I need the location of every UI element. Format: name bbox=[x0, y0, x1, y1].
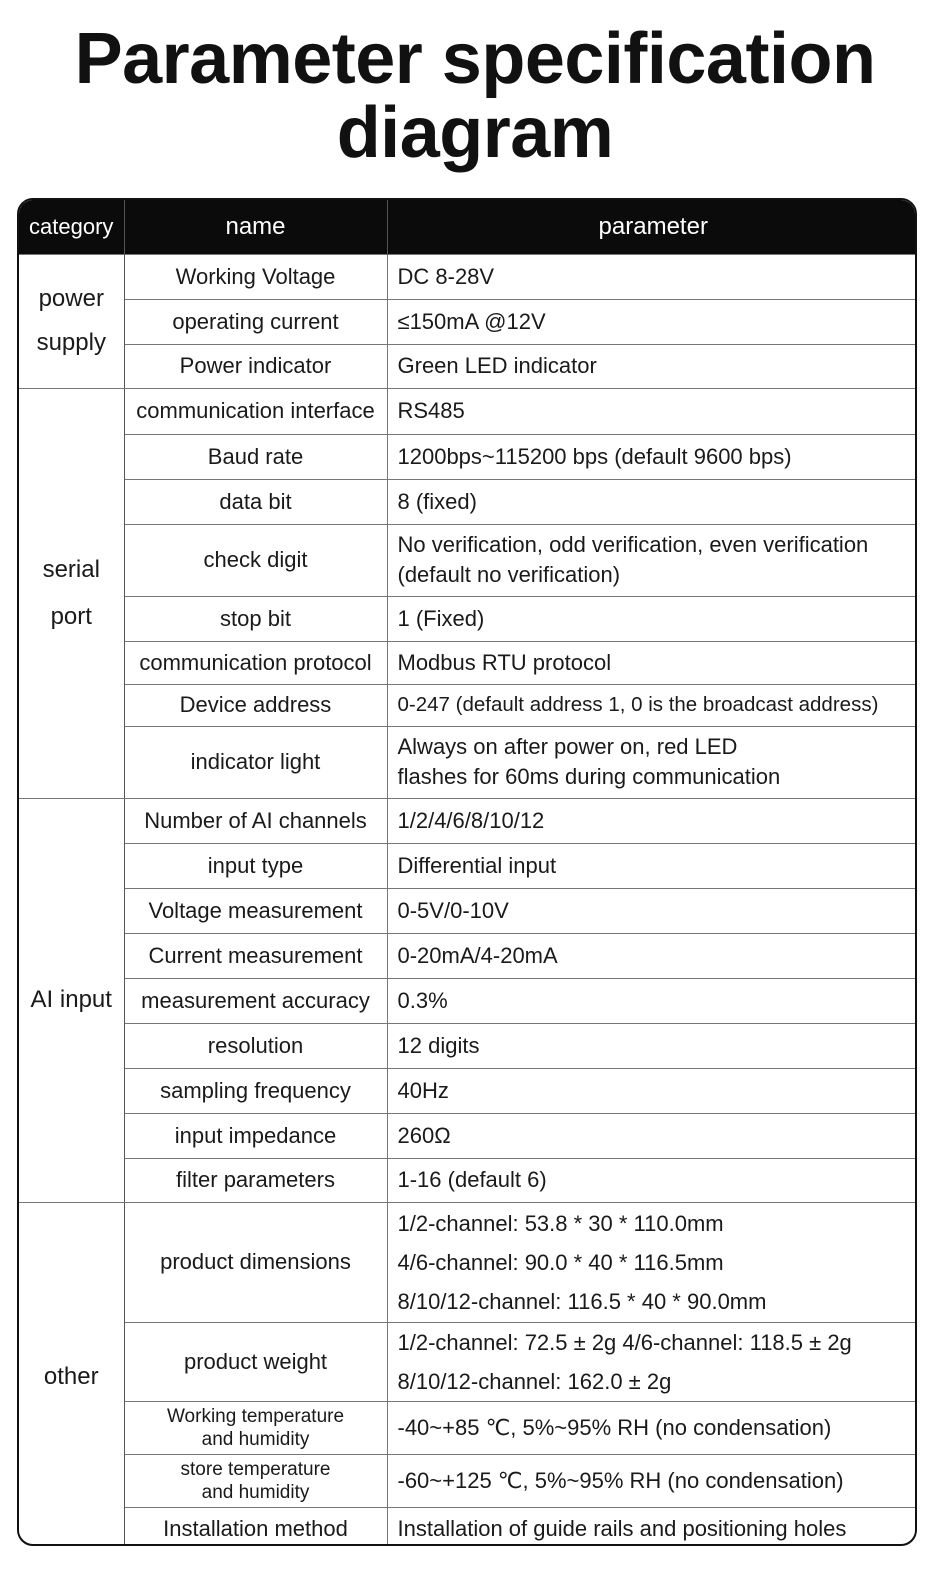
table-row bbox=[19, 843, 917, 888]
header-name: name bbox=[124, 200, 387, 254]
param-name-line: store temperature bbox=[180, 1458, 331, 1480]
param-name bbox=[124, 1401, 387, 1454]
table-row bbox=[19, 1068, 917, 1113]
param-value bbox=[387, 684, 917, 726]
param-name-line: and humidity bbox=[201, 1481, 310, 1503]
table-row bbox=[19, 388, 917, 434]
param-value bbox=[387, 798, 917, 843]
param-value bbox=[387, 1068, 917, 1113]
table-row bbox=[19, 299, 917, 344]
table-row bbox=[19, 726, 917, 798]
table-row bbox=[19, 344, 917, 388]
param-name: data bit bbox=[124, 479, 387, 524]
param-value-line: Modbus RTU protocol bbox=[397, 649, 612, 675]
param-value-line: 1/2/4/6/8/10/12 bbox=[397, 807, 545, 833]
title-line-1: Parameter specification bbox=[74, 19, 876, 99]
param-value-line: flashes for 60ms during communication bbox=[397, 764, 781, 789]
param-name-line: Working temperature bbox=[166, 1405, 345, 1427]
group-other bbox=[19, 1202, 124, 1546]
param-value-line: Installation of guide rails and positioning holes bbox=[397, 1516, 847, 1542]
table-row bbox=[19, 933, 917, 978]
group-label: port bbox=[50, 603, 92, 630]
param-value-line: -60~+125 ℃, 5%~95% RH (no condensation) bbox=[397, 1467, 844, 1493]
param-value bbox=[387, 344, 917, 388]
param-name: Device address bbox=[124, 684, 387, 726]
table-row bbox=[19, 479, 917, 524]
param-value-line: ≤150mA @12V bbox=[397, 308, 546, 334]
param-name: indicator light bbox=[124, 726, 387, 798]
table-row bbox=[19, 1401, 917, 1454]
param-name: resolution bbox=[124, 1023, 387, 1068]
param-name: product weight bbox=[124, 1322, 387, 1401]
table-row bbox=[19, 978, 917, 1023]
group-serial-port bbox=[19, 388, 124, 798]
table-row bbox=[19, 596, 917, 641]
param-value bbox=[387, 1454, 917, 1507]
param-value bbox=[387, 1113, 917, 1158]
table-row bbox=[19, 1507, 917, 1546]
param-value bbox=[387, 1158, 917, 1202]
param-name: Current measurement bbox=[124, 933, 387, 978]
param-value-line: 1/2-channel: 53.8 * 30 * 110.0mm bbox=[397, 1210, 724, 1236]
param-name: operating current bbox=[124, 299, 387, 344]
group-label: serial bbox=[42, 556, 100, 583]
param-value bbox=[387, 1507, 917, 1546]
param-name: check digit bbox=[124, 524, 387, 596]
param-value-line: RS485 bbox=[397, 398, 465, 423]
param-name: Baud rate bbox=[124, 434, 387, 479]
param-value-line: 0.3% bbox=[397, 987, 448, 1013]
param-value bbox=[387, 726, 917, 798]
param-value bbox=[387, 596, 917, 641]
title-line-2: diagram bbox=[336, 93, 614, 173]
param-value-line: 8 (fixed) bbox=[397, 488, 477, 514]
param-value bbox=[387, 299, 917, 344]
param-name: Working Voltage bbox=[124, 254, 387, 299]
param-value-line: No verification, odd verification, even verification bbox=[397, 532, 869, 557]
param-name: Installation method bbox=[124, 1507, 387, 1546]
table-row bbox=[19, 798, 917, 843]
param-value bbox=[387, 254, 917, 299]
param-value-line: 0-20mA/4-20mA bbox=[397, 942, 558, 968]
param-value-line: Green LED indicator bbox=[397, 353, 597, 378]
table-row bbox=[19, 684, 917, 726]
table-row bbox=[19, 524, 917, 596]
param-value-line: 0-247 (default address 1, 0 is the broadcast address) bbox=[397, 693, 879, 716]
group-label: supply bbox=[36, 329, 106, 356]
param-value-line: 40Hz bbox=[397, 1077, 449, 1103]
param-value-line: DC 8-28V bbox=[397, 263, 495, 289]
table-row bbox=[19, 1454, 917, 1507]
group-power-supply bbox=[19, 254, 124, 388]
param-value-line: 1200bps~115200 bps (default 9600 bps) bbox=[397, 443, 792, 469]
param-value-line: Differential input bbox=[397, 852, 557, 878]
param-value bbox=[387, 1202, 917, 1322]
header-parameter: parameter bbox=[598, 212, 708, 240]
param-name: stop bit bbox=[124, 596, 387, 641]
param-value-line: 8/10/12-channel: 162.0 ± 2g bbox=[397, 1368, 672, 1394]
param-name: product dimensions bbox=[124, 1202, 387, 1322]
param-name: Power indicator bbox=[124, 344, 387, 388]
table-row bbox=[19, 1023, 917, 1068]
param-value bbox=[387, 479, 917, 524]
param-value-line: 1-16 (default 6) bbox=[397, 1167, 547, 1192]
param-value-line: 0-5V/0-10V bbox=[397, 897, 509, 923]
table-row bbox=[19, 1322, 917, 1401]
param-name bbox=[124, 1454, 387, 1507]
param-value-line: 260Ω bbox=[397, 1122, 451, 1148]
param-value bbox=[387, 978, 917, 1023]
param-value-line: 4/6-channel: 90.0 * 40 * 116.5mm bbox=[397, 1249, 724, 1275]
param-value bbox=[387, 1023, 917, 1068]
page-title bbox=[0, 19, 950, 173]
param-name: measurement accuracy bbox=[124, 978, 387, 1023]
param-value bbox=[387, 843, 917, 888]
table-row bbox=[19, 1113, 917, 1158]
param-value-line: (default no verification) bbox=[397, 562, 621, 587]
param-value bbox=[387, 1322, 917, 1401]
param-value-line: 1 (Fixed) bbox=[397, 605, 485, 631]
table-row bbox=[19, 641, 917, 684]
table-row bbox=[19, 888, 917, 933]
table-header-row bbox=[19, 200, 917, 254]
group-label: AI input bbox=[30, 986, 112, 1013]
param-name: input type bbox=[124, 843, 387, 888]
param-value bbox=[387, 888, 917, 933]
table-row bbox=[19, 1202, 917, 1322]
table-row bbox=[19, 254, 917, 299]
table-row bbox=[19, 1158, 917, 1202]
table-row bbox=[19, 434, 917, 479]
param-name: communication interface bbox=[124, 388, 387, 434]
param-value bbox=[387, 1401, 917, 1454]
header-category: category bbox=[19, 200, 124, 254]
param-value-line: -40~+85 ℃, 5%~95% RH (no condensation) bbox=[397, 1414, 832, 1440]
param-name: filter parameters bbox=[124, 1158, 387, 1202]
param-name: Voltage measurement bbox=[124, 888, 387, 933]
group-label: other bbox=[43, 1362, 99, 1390]
param-name-line: and humidity bbox=[201, 1428, 310, 1450]
param-value-line: 8/10/12-channel: 116.5 * 40 * 90.0mm bbox=[397, 1288, 767, 1314]
param-value bbox=[387, 434, 917, 479]
param-name: input impedance bbox=[124, 1113, 387, 1158]
spec-table bbox=[17, 198, 917, 1546]
group-ai-input bbox=[19, 798, 124, 1202]
param-value bbox=[387, 641, 917, 684]
param-value-line: 12 digits bbox=[397, 1032, 480, 1058]
group-label: power bbox=[38, 285, 104, 312]
param-name: communication protocol bbox=[124, 641, 387, 684]
param-name: sampling frequency bbox=[124, 1068, 387, 1113]
param-name: Number of AI channels bbox=[124, 798, 387, 843]
param-value bbox=[387, 524, 917, 596]
param-value bbox=[387, 933, 917, 978]
param-value-line: Always on after power on, red LED bbox=[397, 734, 738, 759]
param-value bbox=[387, 388, 917, 434]
param-value-line: 1/2-channel: 72.5 ± 2g 4/6-channel: 118.5 ± 2g bbox=[397, 1329, 852, 1355]
